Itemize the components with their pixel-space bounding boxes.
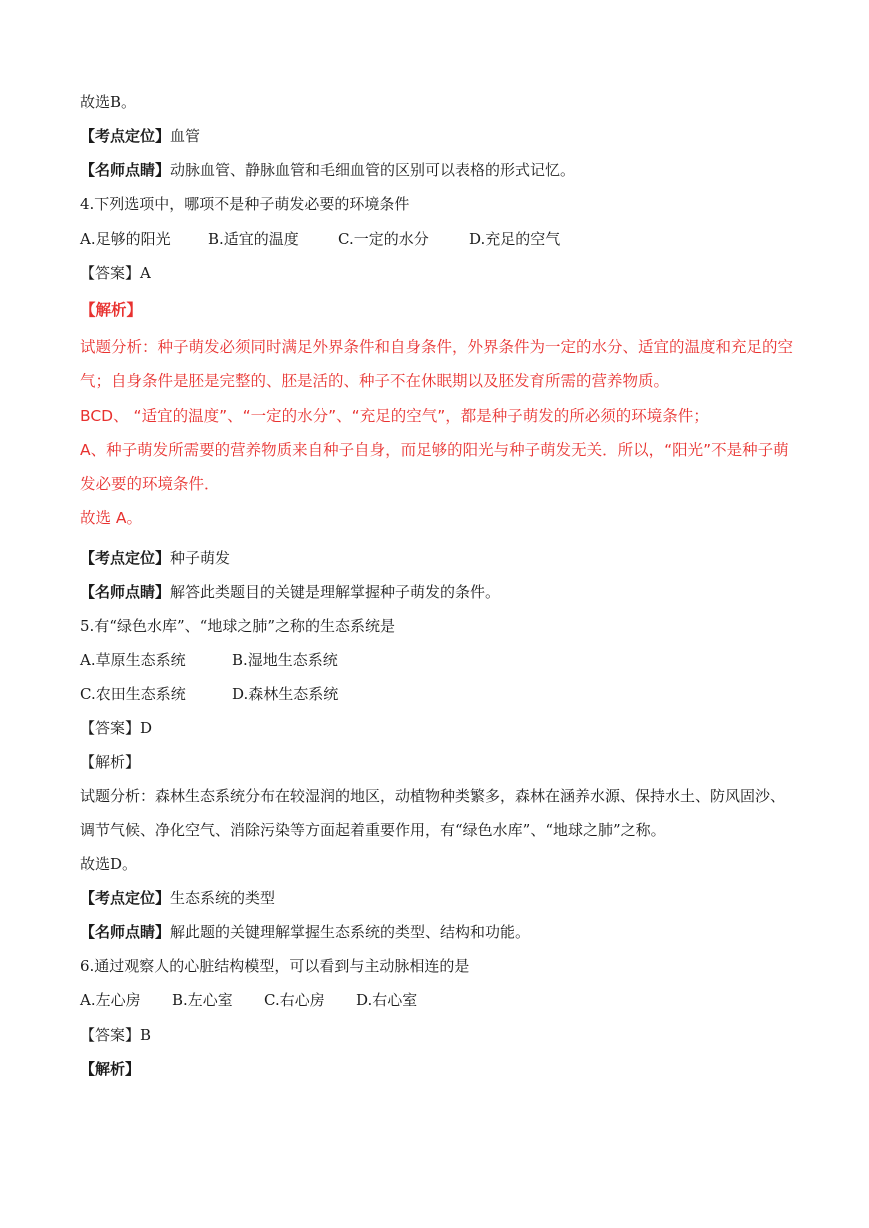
q5-teacher-note-text: 解此题的关键理解掌握生态系统的类型、结构和功能。 (170, 923, 531, 941)
q5-analysis-label: 【解析】 (80, 753, 141, 771)
teacher-note-text: 动脉血管、静脉血管和毛细血管的区别可以表格的形式记忆。 (170, 161, 576, 179)
q4-analysis-line-3: BCD、 “适宜的温度”、“一定的水分”、“充足的空气”，都是种子萌发的所必须的环境条件； (80, 407, 709, 425)
teacher-note-label: 【名师点睛】 (80, 161, 171, 179)
q5-exam-point-text: 生态系统的类型 (170, 889, 276, 907)
q5-option-d: D.森林生态系统 (232, 685, 339, 703)
question-6-options (80, 990, 417, 1010)
q6-option-b: B.左心室 (172, 991, 233, 1009)
q4-teacher-note-line (80, 582, 500, 602)
q5-option-a: A.草原生态系统 (80, 651, 186, 669)
teacher-note-line (80, 160, 575, 180)
question-4-options (80, 229, 560, 249)
q4-exam-point-text: 种子萌发 (170, 549, 231, 567)
q5-answer: 【答案】D (80, 719, 153, 737)
q4-answer: 【答案】A (80, 264, 151, 282)
exam-point-label: 【考点定位】 (80, 127, 171, 145)
q4-option-b: B.适宜的温度 (208, 230, 299, 248)
q5-teacher-note-label: 【名师点睛】 (80, 923, 171, 941)
q4-exam-point-label: 【考点定位】 (80, 549, 171, 567)
q5-option-c: C.农田生态系统 (80, 685, 186, 703)
q6-option-d: D.右心室 (356, 991, 418, 1009)
q4-option-a: A.足够的阳光 (80, 230, 171, 248)
q4-analysis-line-2: 气；自身条件是胚是完整的、胚是活的、种子不在休眠期以及胚发育所需的营养物质。 (80, 372, 670, 390)
q5-analysis-line-2: 调节气候、净化空气、消除污染等方面起着重要作用，有“绿色水库”、“地球之肺”之称。 (80, 821, 666, 839)
q6-analysis-label: 【解析】 (80, 1060, 141, 1078)
q5-exam-point-line (80, 888, 275, 908)
q4-option-c: C.一定的水分 (338, 230, 429, 248)
q4-teacher-note-label: 【名师点睛】 (80, 583, 171, 601)
q4-analysis-line-1: 试题分析：种子萌发必须同时满足外界条件和自身条件，外界条件为一定的水分、适宜的温度和充足的空 (80, 338, 794, 356)
q4-teacher-note-text: 解答此类题目的关键是理解掌握种子萌发的条件。 (170, 583, 501, 601)
q4-exam-point-line (80, 548, 230, 568)
q6-option-a: A.左心房 (80, 991, 141, 1009)
exam-point-line (80, 126, 200, 146)
question-6: 6.通过观察人的心脏结构模型，可以看到与主动脉相连的是 (80, 957, 470, 975)
q5-option-b: B.湿地生态系统 (232, 651, 338, 669)
q6-answer: 【答案】B (80, 1026, 152, 1044)
q4-option-d: D.充足的空气 (469, 230, 561, 248)
q5-analysis-line-1: 试题分析：森林生态系统分布在较湿润的地区，动植物种类繁多，森林在涵养水源、保持水土、防风固沙、 (80, 787, 786, 805)
q4-analysis-label: 【解析】 (80, 301, 143, 319)
question-5: 5.有“绿色水库”、“地球之肺”之称的生态系统是 (80, 617, 395, 635)
q4-analysis-line-5: 发必要的环境条件． (80, 475, 220, 493)
question-5-options-row-1 (80, 650, 338, 670)
conclusion-line: 故选B。 (80, 93, 137, 111)
question-4: 4.下列选项中，哪项不是种子萌发必要的环境条件 (80, 195, 410, 213)
q4-analysis-line-4: A、种子萌发所需要的营养物质来自种子自身，而足够的阳光与种子萌发无关．所以，“阳光”不是种子萌 (80, 441, 789, 459)
q4-analysis-line-6: 故选 A。 (80, 509, 143, 527)
q5-analysis-line-3: 故选D。 (80, 855, 138, 873)
q6-option-c: C.右心房 (264, 991, 325, 1009)
q5-teacher-note-line (80, 922, 530, 942)
exam-point-text: 血管 (170, 127, 201, 145)
question-5-options-row-2 (80, 684, 338, 704)
q5-exam-point-label: 【考点定位】 (80, 889, 171, 907)
